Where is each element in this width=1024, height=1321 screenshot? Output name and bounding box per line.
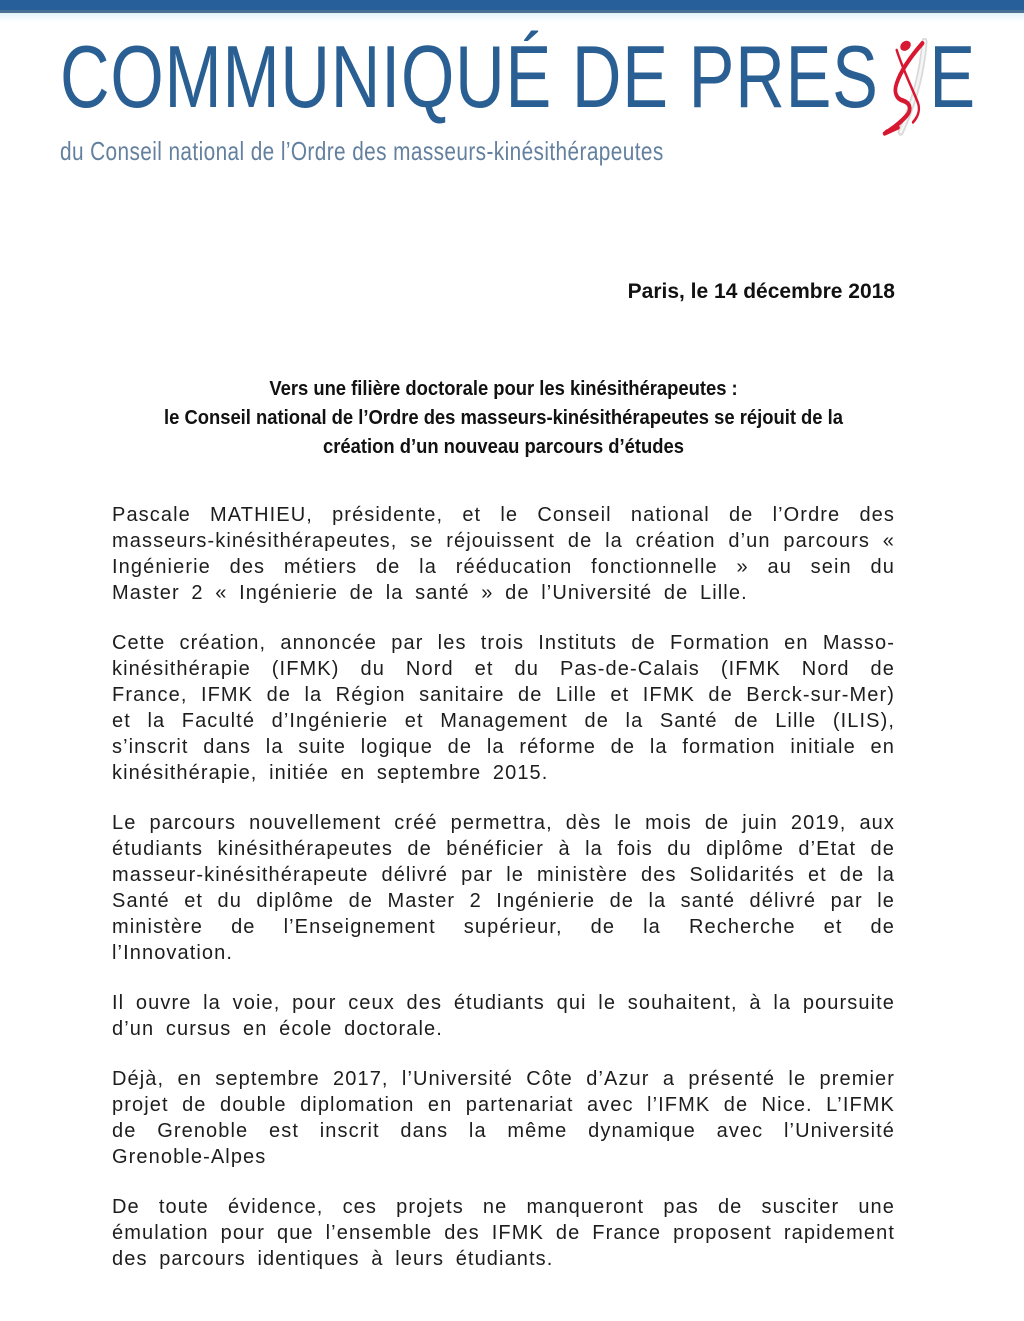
- masthead-title-left: COMMUNIQUÉ DE PRES: [60, 27, 879, 126]
- dancer-figure-icon: [881, 38, 929, 144]
- headline-line-1: Vers une filière doctorale pour les kinésithérapeutes :: [269, 378, 738, 400]
- dateline: Paris, le 14 décembre 2018: [627, 280, 895, 303]
- paragraph-1: Pascale MATHIEU, présidente, et le Conseil national de l’Ordre des masseurs-kinésithérapeutes, se réjouissent de la création d’un parcours « Ingénierie des métiers de la rééducation fonctionnelle » au sein du Master 2 « Ingénierie de la santé » de l’Université de Lille.: [112, 504, 895, 604]
- masthead-title-right: E: [929, 27, 976, 126]
- paragraph-4: Il ouvre la voie, pour ceux des étudiants qui le souhaitent, à la poursuite d’un cursus en école doctorale.: [112, 992, 895, 1040]
- paragraph-3: Le parcours nouvellement créé permettra, dès le mois de juin 2019, aux étudiants kinésithérapeutes de bénéficier à la fois du diplôme d’Etat de masseur-kinésithérapeute délivré par le ministère des Solidarités et de la Santé et du diplôme de Master 2 Ingénierie de la santé délivré par le ministère de l’Enseignement supérieur, de la Recherche et de l’Innovation.: [112, 812, 895, 964]
- paragraph-2: Cette création, annoncée par les trois Instituts de Formation en Masso-kinésithérapie (IFMK) du Nord et du Pas-de-Calais (IFMK Nord de France, IFMK de la Région sanitaire de Lille et IFMK de Berck-sur-Mer) et la Faculté d’Ingénierie et Management de la Santé de Lille (ILIS), s’inscrit dans la suite logique de la réforme de la formation initiale en kinésithérapie, initiée en septembre 2015.: [112, 632, 895, 784]
- masthead-subtitle: du Conseil national de l’Ordre des masseurs-kinésithérapeutes: [60, 136, 664, 166]
- top-accent-bar: [0, 0, 1024, 13]
- paragraph-5: Déjà, en septembre 2017, l’Université Côte d’Azur a présenté le premier projet de double diplomation en partenariat avec l’IFMK de Nice. L’IFMK de Grenoble est inscrit dans la même dynamique avec l’Université Grenoble-Alpes: [112, 1068, 895, 1168]
- masthead: [0, 22, 1024, 167]
- top-accent-glow: [0, 13, 1024, 22]
- headline-line-3: création d’un nouveau parcours d’études: [323, 436, 684, 458]
- paragraph-6: De toute évidence, ces projets ne manqueront pas de susciter une émulation pour que l’ensemble des IFMK de France proposent rapidement des parcours identiques à leurs étudiants.: [112, 1196, 895, 1270]
- document-body: [112, 279, 895, 1272]
- masthead-title: [60, 27, 976, 144]
- headline-line-2: le Conseil national de l’Ordre des masseurs-kinésithérapeutes se réjouit de la: [163, 407, 843, 429]
- headline: [143, 375, 863, 462]
